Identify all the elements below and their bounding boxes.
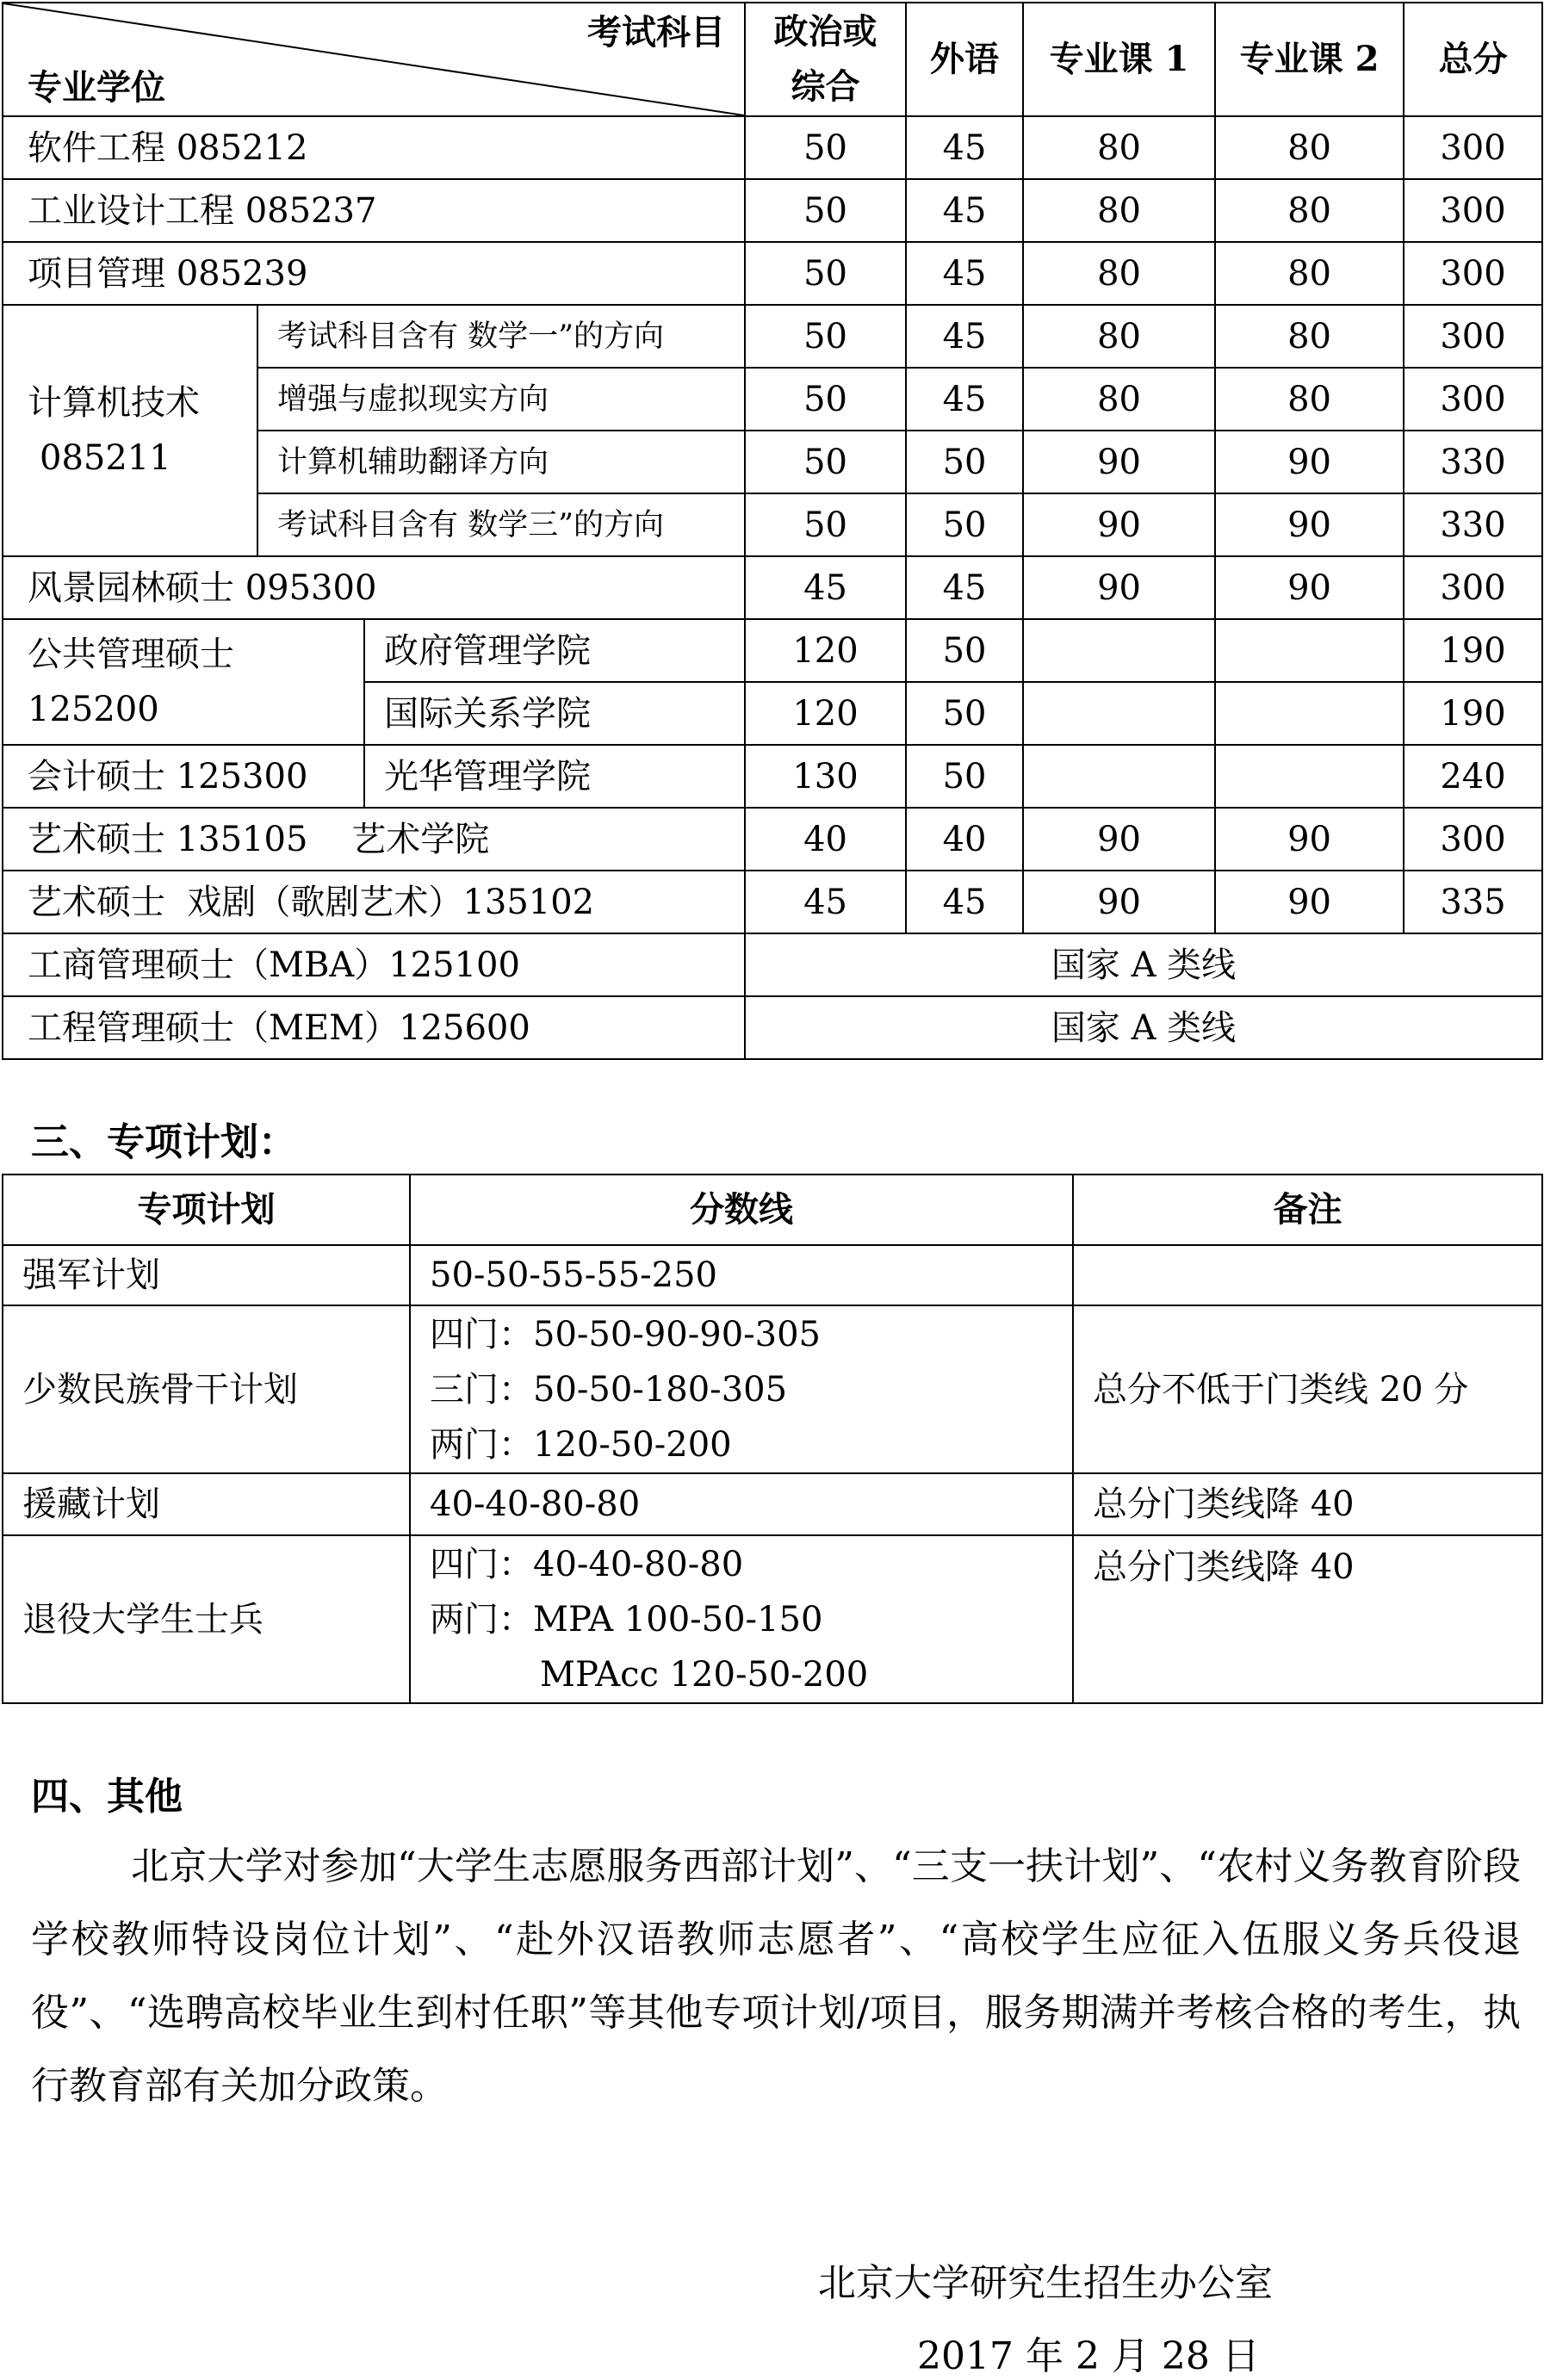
degree-name: 项目管理 085239 xyxy=(3,242,745,305)
score-cell: 120 xyxy=(745,619,906,682)
score-line: 40-40-80-80 xyxy=(410,1473,1073,1535)
score-cell xyxy=(1215,745,1404,808)
score-cell xyxy=(1215,682,1404,745)
score-line: 四门：50-50-90-90-305 三门：50-50-180-305 两门：120-50-200 xyxy=(410,1305,1073,1473)
score-cell: 50 xyxy=(745,116,906,179)
degree-name-public-admin: 公共管理硕士 125200 xyxy=(3,619,364,745)
header-plan: 专项计划 xyxy=(3,1175,410,1245)
score-cell: 80 xyxy=(1215,368,1404,431)
school-name: 政府管理学院 xyxy=(364,619,745,682)
score-cell: 45 xyxy=(906,305,1023,368)
score-cell: 190 xyxy=(1404,619,1542,682)
note xyxy=(1073,1245,1542,1305)
header-score-line: 分数线 xyxy=(410,1175,1073,1245)
score-cell: 300 xyxy=(1404,116,1542,179)
score-cell: 90 xyxy=(1215,556,1404,619)
section-4-heading: 四、其他 xyxy=(31,1775,183,1819)
table-row xyxy=(3,619,1542,682)
header-foreign-language: 外语 xyxy=(906,3,1023,116)
score-cell: 45 xyxy=(745,556,906,619)
table-row xyxy=(3,1535,1542,1703)
note: 总分不低于门类线 20 分 xyxy=(1073,1305,1542,1473)
table-row xyxy=(3,242,1542,305)
score-cell: 45 xyxy=(906,556,1023,619)
degree-name: 艺术硕士 135105 艺术学院 xyxy=(3,808,745,871)
score-cell: 90 xyxy=(1215,493,1404,556)
score-cell: 330 xyxy=(1404,431,1542,493)
table-row xyxy=(3,808,1542,871)
score-cell: 130 xyxy=(745,745,906,808)
score-line-table xyxy=(2,2,1543,1060)
note: 总分门类线降 40 xyxy=(1073,1473,1542,1535)
direction-name: 增强与虚拟现实方向 xyxy=(257,368,745,431)
table-row xyxy=(3,179,1542,242)
score-cell: 50 xyxy=(745,305,906,368)
score-cell: 45 xyxy=(906,179,1023,242)
score-cell: 80 xyxy=(1023,116,1215,179)
score-cell: 300 xyxy=(1404,368,1542,431)
national-line-cell: 国家 A 类线 xyxy=(745,933,1542,996)
policy-paragraph xyxy=(31,1830,1521,2123)
table-row xyxy=(3,745,1542,808)
score-cell: 80 xyxy=(1215,305,1404,368)
score-cell: 45 xyxy=(745,871,906,933)
score-cell: 90 xyxy=(1023,808,1215,871)
header-politics: 政治或 综合 xyxy=(745,3,906,116)
score-cell: 50 xyxy=(745,242,906,305)
direction-name: 考试科目含有 数学一”的方向 xyxy=(257,305,745,368)
score-cell: 300 xyxy=(1404,179,1542,242)
score-cell: 300 xyxy=(1404,305,1542,368)
score-cell: 50 xyxy=(745,493,906,556)
score-cell: 50 xyxy=(906,745,1023,808)
score-cell: 45 xyxy=(906,242,1023,305)
score-cell: 90 xyxy=(1215,871,1404,933)
header-major-2: 专业课 2 xyxy=(1215,3,1404,116)
direction-name: 考试科目含有 数学三”的方向 xyxy=(257,493,745,556)
score-cell: 300 xyxy=(1404,556,1542,619)
score-cell xyxy=(1023,682,1215,745)
score-cell: 240 xyxy=(1404,745,1542,808)
score-cell xyxy=(1023,619,1215,682)
table-row xyxy=(3,1305,1542,1473)
score-cell: 330 xyxy=(1404,493,1542,556)
issue-date: 2017 年 2 月 28 日 xyxy=(917,2334,1260,2378)
diagonal-header-cell xyxy=(3,3,745,116)
score-cell: 80 xyxy=(1215,179,1404,242)
degree-name-computer: 计算机技术 085211 xyxy=(3,305,257,556)
score-cell: 80 xyxy=(1023,368,1215,431)
note: 总分门类线降 40 xyxy=(1073,1535,1542,1703)
score-cell: 50 xyxy=(906,431,1023,493)
score-cell: 45 xyxy=(906,871,1023,933)
score-cell: 90 xyxy=(1023,871,1215,933)
issuer-office: 北京大学研究生招生办公室 xyxy=(818,2261,1273,2305)
plan-name: 退役大学生士兵 xyxy=(3,1535,410,1703)
plan-name: 少数民族骨干计划 xyxy=(3,1305,410,1473)
degree-name: 工商管理硕士（MBA）125100 xyxy=(3,933,745,996)
degree-name: 艺术硕士 戏剧（歌剧艺术）135102 xyxy=(3,871,745,933)
school-name: 国际关系学院 xyxy=(364,682,745,745)
score-cell: 80 xyxy=(1215,242,1404,305)
score-cell: 120 xyxy=(745,682,906,745)
table-row xyxy=(3,305,1542,368)
degree-name: 工程管理硕士（MEM）125600 xyxy=(3,996,745,1059)
score-cell: 90 xyxy=(1023,431,1215,493)
score-cell: 45 xyxy=(906,116,1023,179)
score-cell: 45 xyxy=(906,368,1023,431)
table-row xyxy=(3,1473,1542,1535)
score-cell: 335 xyxy=(1404,871,1542,933)
score-cell: 300 xyxy=(1404,808,1542,871)
score-cell xyxy=(1215,619,1404,682)
score-cell: 50 xyxy=(745,431,906,493)
score-cell: 50 xyxy=(745,368,906,431)
score-cell: 50 xyxy=(906,682,1023,745)
table-row xyxy=(3,556,1542,619)
plan-name: 援藏计划 xyxy=(3,1473,410,1535)
table-row xyxy=(3,116,1542,179)
score-cell: 80 xyxy=(1023,242,1215,305)
paragraph-text: 北京大学对参加“大学生志愿服务西部计划”、“三支一扶计划”、“农村义务教育阶段学校教师特设岗位计划”、“赴外汉语教师志愿者”、“高校学生应征入伍服义务兵役退役”、“选聘高校毕业生到村任职”等其他专项计划/项目，服务期满并考核合格的考生，执行教育部有关加分政策。 xyxy=(31,1844,1521,2108)
header-row xyxy=(3,3,1542,116)
score-cell: 90 xyxy=(1215,431,1404,493)
score-cell xyxy=(1023,745,1215,808)
degree-name: 工业设计工程 085237 xyxy=(3,179,745,242)
score-cell: 90 xyxy=(1023,556,1215,619)
header-degree: 专业学位 xyxy=(28,67,165,108)
header-total: 总分 xyxy=(1404,3,1542,116)
section-3-heading: 三、专项计划： xyxy=(31,1120,296,1164)
score-cell: 80 xyxy=(1023,179,1215,242)
score-cell: 40 xyxy=(745,808,906,871)
score-cell: 90 xyxy=(1215,808,1404,871)
score-line: 50-50-55-55-250 xyxy=(410,1245,1073,1305)
header-note: 备注 xyxy=(1073,1175,1542,1245)
degree-name: 软件工程 085212 xyxy=(3,116,745,179)
score-cell: 190 xyxy=(1404,682,1542,745)
score-cell: 80 xyxy=(1215,116,1404,179)
degree-name: 风景园林硕士 095300 xyxy=(3,556,745,619)
national-line-cell: 国家 A 类线 xyxy=(745,996,1542,1059)
score-line: 四门：40-40-80-80 两门：MPA 100-50-150 MPAcc 120-50-200 xyxy=(410,1535,1073,1703)
table-row xyxy=(3,1245,1542,1305)
score-cell: 300 xyxy=(1404,242,1542,305)
header-major-1: 专业课 1 xyxy=(1023,3,1215,116)
header-row xyxy=(3,1175,1542,1245)
header-exam-subjects: 考试科目 xyxy=(587,12,726,53)
special-plan-table xyxy=(2,1174,1543,1704)
degree-name: 会计硕士 125300 xyxy=(3,745,364,808)
score-cell: 50 xyxy=(906,493,1023,556)
table-row xyxy=(3,871,1542,933)
table-row xyxy=(3,933,1542,996)
score-cell: 80 xyxy=(1023,305,1215,368)
table-row xyxy=(3,996,1542,1059)
plan-name: 强军计划 xyxy=(3,1245,410,1305)
score-cell: 40 xyxy=(906,808,1023,871)
score-cell: 50 xyxy=(906,619,1023,682)
score-cell: 50 xyxy=(745,179,906,242)
score-cell: 90 xyxy=(1023,493,1215,556)
direction-name: 计算机辅助翻译方向 xyxy=(257,431,745,493)
school-name: 光华管理学院 xyxy=(364,745,745,808)
